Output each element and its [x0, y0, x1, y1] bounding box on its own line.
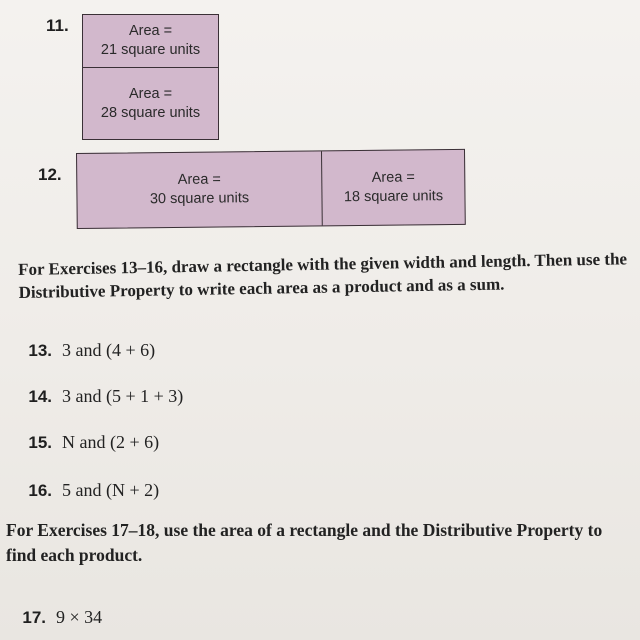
exercise-11-rectangle: [82, 14, 219, 140]
exercise-12-left-area: [77, 151, 322, 228]
item-text: 3 and (4 + 6): [62, 340, 156, 360]
item-text: 5 and (N + 2): [62, 480, 160, 500]
item-number: 15.: [28, 433, 52, 452]
item-number: 13.: [28, 341, 52, 360]
item-text: N and (2 + 6): [62, 432, 160, 452]
exercise-item-14: [12, 386, 183, 407]
instructions-17-18: For Exercises 17–18, use the area of a rectangle and the Distributive Property to find each product.: [6, 520, 603, 565]
area-label: Area =: [177, 171, 221, 188]
item-number: 16.: [28, 481, 52, 500]
exercise-item-13: [12, 340, 155, 361]
exercise-12-number: 12.: [38, 165, 62, 184]
item-text: 9 × 34: [56, 607, 103, 627]
instructions-13-16: For Exercises 13–16, draw a rectangle with the given width and length. Then use the Distributive Property to write each area as a product and as a sum.: [18, 249, 628, 302]
exercise-12-right-area: [322, 150, 465, 225]
exercise-11-number: 11.: [46, 16, 69, 35]
exercise-11-top-area: [83, 15, 218, 67]
area-label: Area =: [128, 23, 173, 39]
area-label: Area =: [371, 169, 415, 186]
exercise-11-bottom-area: [83, 68, 218, 139]
exercise-item-15: [12, 432, 159, 453]
item-text: 3 and (5 + 1 + 3): [62, 386, 184, 406]
item-number: 14.: [28, 387, 52, 406]
area-value: 28 square units: [100, 104, 201, 121]
area-label: Area =: [128, 85, 173, 102]
item-number: 17.: [22, 608, 46, 627]
area-value: 21 square units: [100, 42, 201, 58]
area-value: 18 square units: [343, 188, 444, 206]
exercise-12-rectangle: [76, 149, 466, 229]
exercise-item-16: [12, 480, 159, 501]
area-value: 30 square units: [149, 190, 250, 208]
exercise-item-17: [6, 607, 102, 628]
